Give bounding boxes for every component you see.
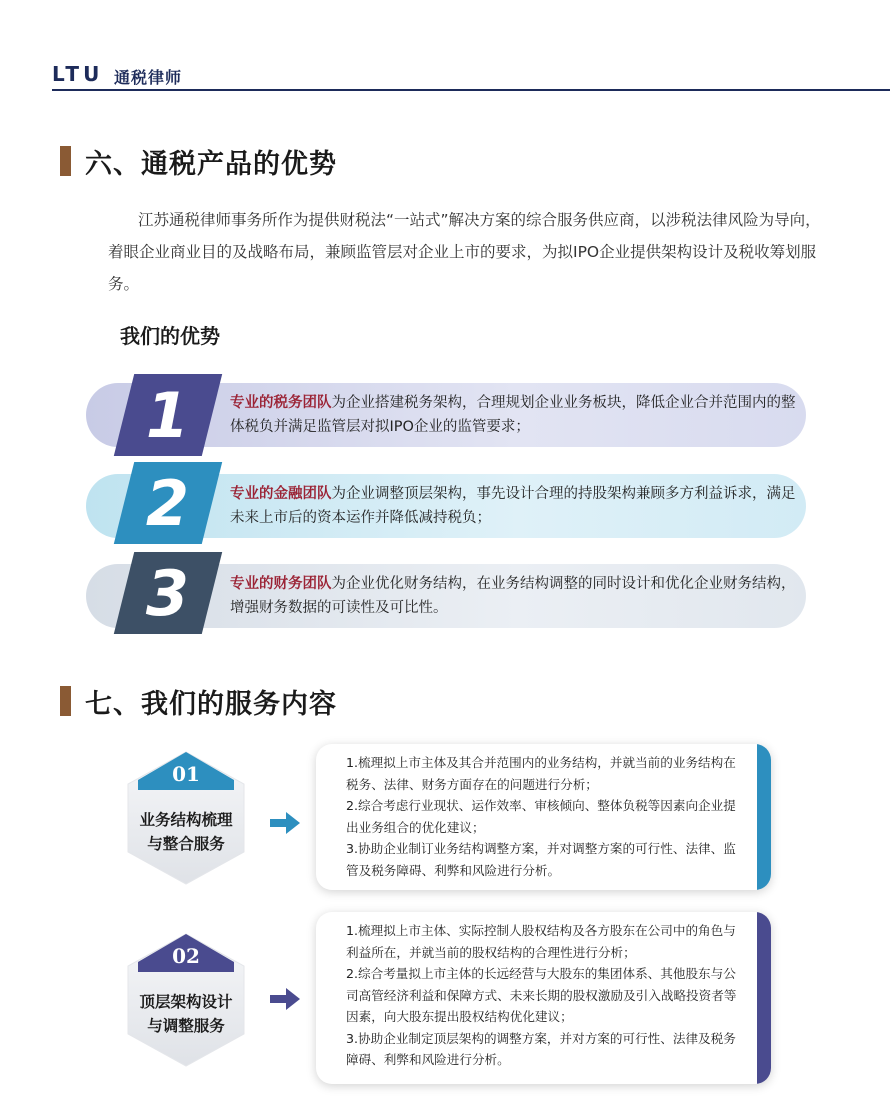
advantage-text-1	[230, 391, 800, 439]
service-number-1: 01	[172, 762, 200, 786]
service-name-2a: 顶层架构设计	[139, 993, 233, 1011]
service-detail-box-1	[316, 744, 771, 890]
advantage-number-2: 2	[146, 466, 190, 540]
advantage-number-1: 1	[146, 378, 190, 452]
service-number-2: 02	[172, 944, 200, 968]
service-item: 2.综合考量拟上市主体的长远经营与大股东的集团体系、其他股东与公司高管经济利益和保障方式、未来长期的股权激励及引入战略投资者等因素，向大股东提出股权结构优化建议；	[346, 966, 737, 1024]
advantage-highlight-1: 专业的税务团队	[230, 395, 332, 411]
arrow-right-icon	[270, 988, 300, 1010]
service-name-1a: 业务结构梳理	[139, 811, 233, 829]
section-7-title: 七、我们的服务内容	[85, 688, 337, 720]
section-6-heading	[60, 144, 337, 178]
section-7-heading	[60, 684, 337, 718]
advantages-subtitle: 我们的优势	[120, 324, 220, 348]
service-list-1	[346, 752, 746, 881]
advantage-highlight-3: 专业的财务团队	[230, 576, 332, 592]
service-item: 3.协助企业制定顶层架构的调整方案，并对方案的可行性、法律及税务障碍、利弊和风险进行分析。	[346, 1030, 736, 1067]
service-name-1b: 与整合服务	[147, 835, 225, 853]
box-accent-edge	[757, 744, 771, 890]
advantage-text-3	[230, 572, 800, 620]
advantage-desc-2: 为企业调整顶层架构，事先设计合理的持股架构兼顾多方利益诉求，满足未来上市后的资本运作并降低减持税负；	[230, 486, 796, 526]
service-list-2	[346, 920, 746, 1071]
heading-bar	[60, 686, 71, 716]
arrow-right-icon	[270, 812, 300, 834]
box-accent-edge	[757, 912, 771, 1084]
service-item: 1.梳理拟上市主体及其合并范围内的业务结构，并就当前的业务结构在税务、法律、财务方面存在的问题进行分析；	[346, 755, 736, 792]
advantage-text-2	[230, 482, 800, 530]
heading-bar	[60, 146, 71, 176]
service-detail-box-2	[316, 912, 771, 1084]
page-header	[52, 62, 890, 92]
advantage-desc-3: 为企业优化财务结构，在业务结构调整的同时设计和优化企业财务结构，增强财务数据的可读性及可比性。	[230, 576, 796, 616]
advantage-number-3: 3	[146, 556, 190, 630]
service-item: 3.协助企业制订业务结构调整方案，并对调整方案的可行性、法律、监管及税务障碍、利弊和风险进行分析。	[346, 841, 736, 878]
service-item: 1.梳理拟上市主体、实际控制人股权结构及各方股东在公司中的角色与利益所在，并就当前的股权结构的合理性进行分析；	[346, 923, 736, 960]
service-badge-1	[122, 748, 250, 888]
service-item: 2.综合考虑行业现状、运作效率、审核倾向、整体负税等因素向企业提出业务组合的优化建议；	[346, 798, 736, 835]
service-name-2b: 与调整服务	[147, 1017, 225, 1035]
advantage-desc-1: 为企业搭建税务架构，合理规划企业业务板块，降低企业合并范围内的整体税负并满足监管层对拟IPO企业的监管要求；	[230, 395, 796, 435]
header-divider	[52, 89, 890, 91]
section-6-title: 六、通税产品的优势	[85, 148, 337, 180]
service-badge-2	[122, 930, 250, 1070]
section-6-intro: 江苏通税律师事务所作为提供财税法“一站式”解决方案的综合服务供应商，以涉税法律风险为导向，着眼企业商业目的及战略布局，兼顾监管层对企业上市的要求，为拟IPO企业提供架构设计及税收筹划服务。	[108, 211, 821, 293]
ltu-logo: LTU	[52, 62, 104, 86]
firm-name: 通税律师	[114, 68, 183, 87]
advantage-highlight-2: 专业的金融团队	[230, 486, 332, 502]
